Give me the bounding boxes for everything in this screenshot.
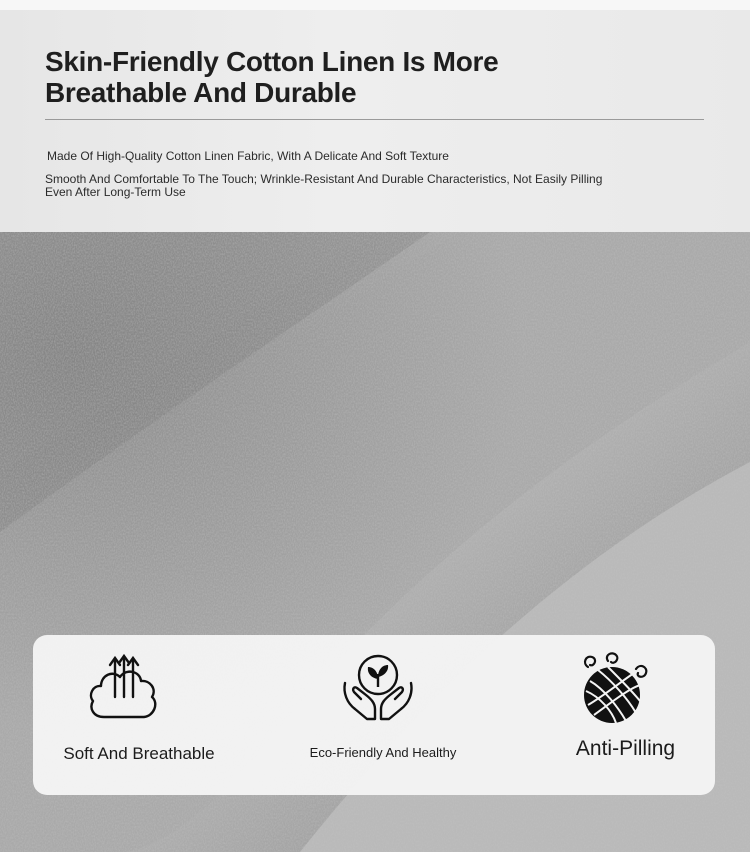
hands-sprout-icon <box>341 653 415 725</box>
yarn-ball-icon <box>578 651 650 727</box>
title-divider <box>45 119 704 120</box>
feature-anti-pilling <box>523 635 728 795</box>
cloud-arrows-icon <box>86 653 162 725</box>
feature-label: Soft And Breathable <box>63 744 215 763</box>
top-strip <box>0 0 750 10</box>
description-line-2: Smooth And Comfortable To The Touch; Wrinkle-Resistant And Durable Characteristics, Not Easily Pilling Even After Long-Term Use <box>45 172 603 199</box>
title-line-2: Breathable And Durable <box>45 77 357 108</box>
description-line-1: Made Of High-Quality Cotton Linen Fabric, With A Delicate And Soft Texture <box>47 149 449 163</box>
page-title <box>45 46 605 108</box>
features-card <box>33 635 715 795</box>
header-panel <box>0 10 750 232</box>
feature-label: Anti-Pilling <box>575 737 676 760</box>
title-line-1: Skin-Friendly Cotton Linen Is More <box>45 46 499 77</box>
feature-eco-friendly <box>283 635 483 795</box>
feature-label: Eco-Friendly And Healthy <box>309 745 457 760</box>
feature-soft-breathable <box>33 635 245 795</box>
